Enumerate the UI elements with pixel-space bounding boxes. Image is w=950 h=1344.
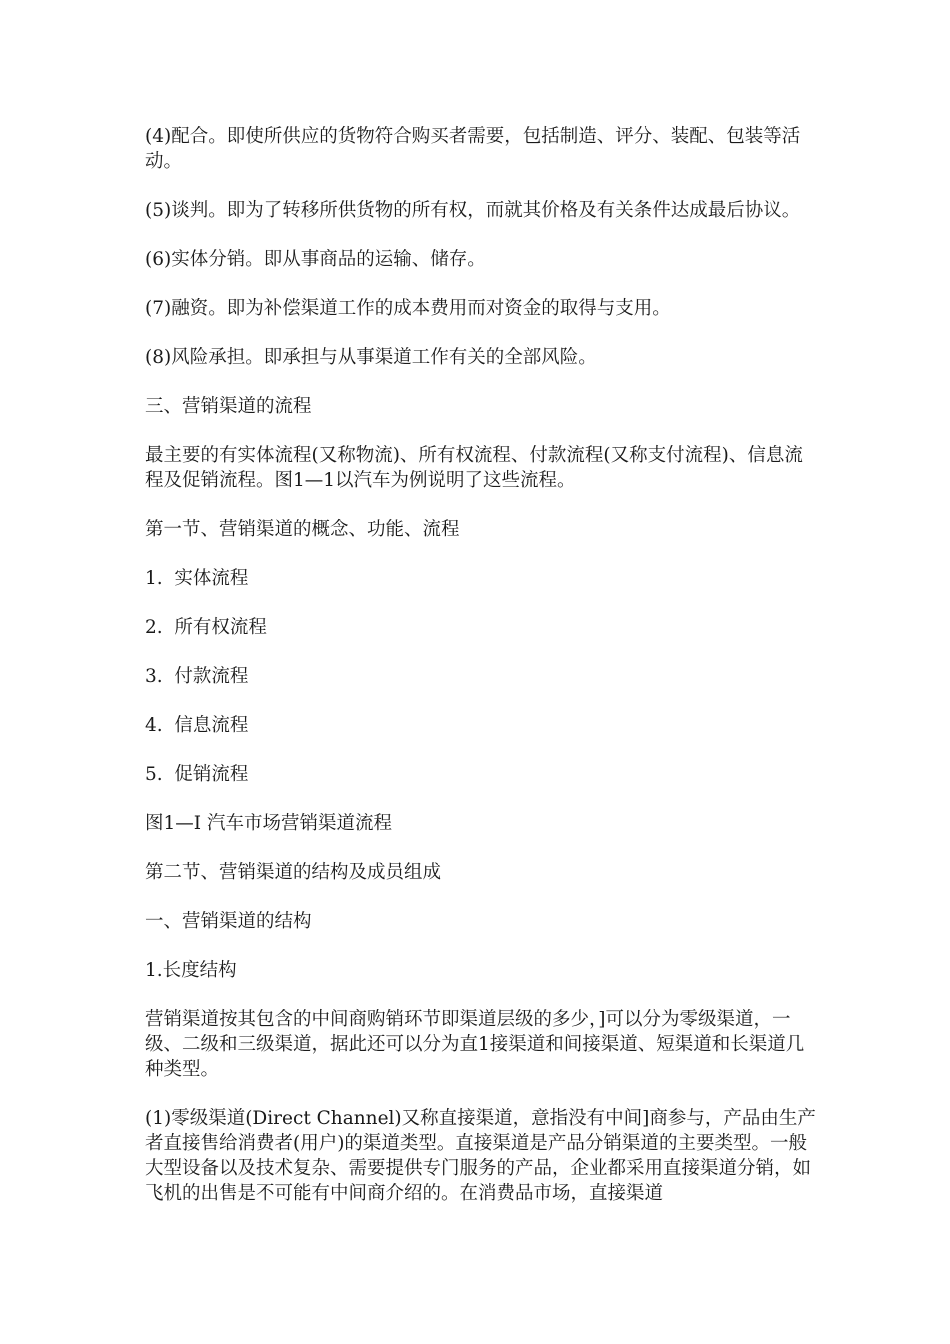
- paragraph-negotiation: (5)谈判。即为了转移所供货物的所有权，而就其价格及有关条件达成最后协议。: [145, 200, 801, 221]
- list-item-physical-flow: 1. 实体流程: [145, 568, 249, 589]
- section-heading-chapter-one: 第一节、营销渠道的概念、功能、流程: [145, 519, 460, 540]
- figure-caption: 图1—I 汽车市场营销渠道流程: [145, 813, 392, 834]
- list-item-promotion-flow: 5. 促销流程: [145, 764, 249, 785]
- paragraph-channel-levels: 营销渠道按其包含的中间商购销环节即渠道层级的多少，]可以分为零级渠道，一级、二级和三级渠道，据此还可以分为直1接渠道和间接渠道、短渠道和长渠道几种类型。: [145, 1009, 805, 1080]
- list-item-ownership-flow: 2. 所有权流程: [145, 617, 267, 638]
- paragraph-cooperation: (4)配合。即使所供应的货物符合购买者需要，包括制造、评分、装配、包装等活动。: [145, 126, 801, 172]
- paragraph-physical-distribution: (6)实体分销。即从事商品的运输、储存。: [145, 249, 486, 270]
- paragraph-financing: (7)融资。即为补偿渠道工作的成本费用而对资金的取得与支用。: [145, 298, 671, 319]
- paragraph-flows-intro: 最主要的有实体流程(又称物流)、所有权流程、付款流程(又称支付流程)、信息流程及促销流程。图1—1以汽车为例说明了这些流程。: [145, 445, 803, 491]
- paragraph-zero-level-channel: (1)零级渠道(Direct Channel)又称直接渠道，意指没有中间]商参与，产品由生产者直接售给消费者(用户)的渠道类型。直接渠道是产品分销渠道的主要类型。一般大型设备以及技术复杂、需要提供专门服务的产品，企业都采用直接渠道分销，如飞机的出售是不可能有中间商介绍的。在消费品市场，直接渠道: [145, 1108, 816, 1204]
- paragraph-risk-taking: (8)风险承担。即承担与从事渠道工作有关的全部风险。: [145, 347, 597, 368]
- section-heading-chapter-two: 第二节、营销渠道的结构及成员组成: [145, 862, 442, 883]
- section-heading-channel-structure: 一、营销渠道的结构: [145, 911, 312, 932]
- document-body: [145, 124, 820, 1230]
- section-heading-channel-flows: 三、营销渠道的流程: [145, 396, 312, 417]
- list-item-information-flow: 4. 信息流程: [145, 715, 249, 736]
- list-item-payment-flow: 3. 付款流程: [145, 666, 249, 687]
- subheading-length-structure: 1.长度结构: [145, 960, 237, 981]
